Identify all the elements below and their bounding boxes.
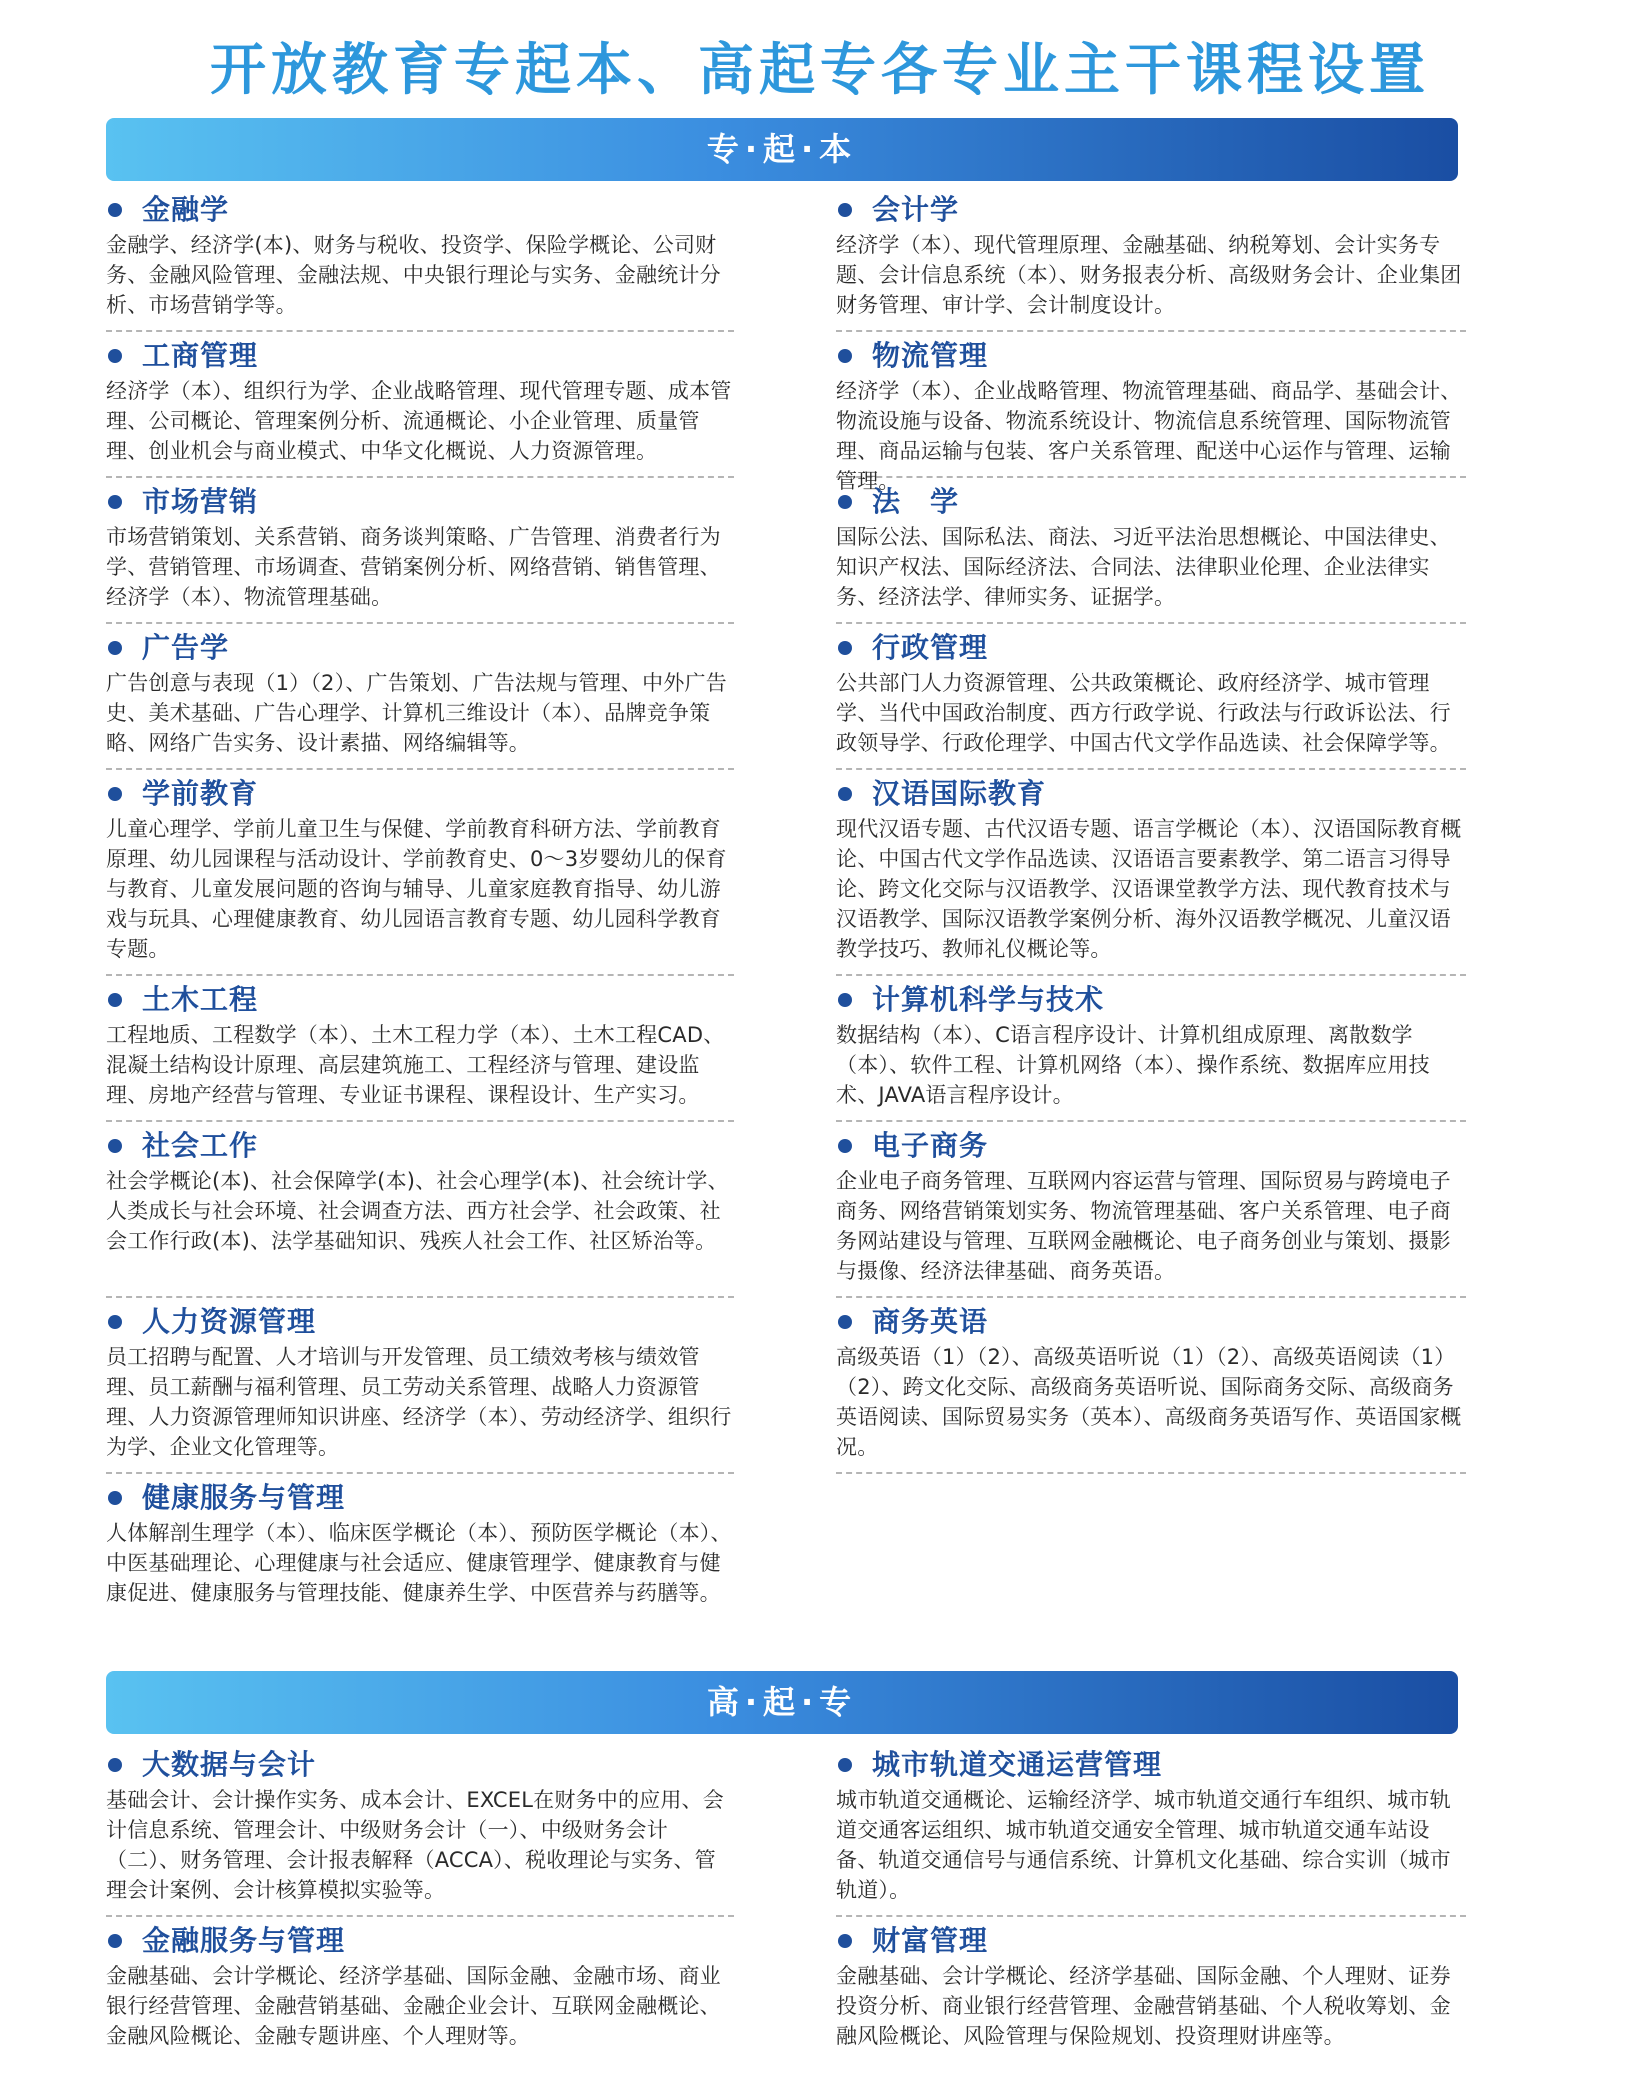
major-item: [836, 980, 1466, 1122]
major-courses: 国际公法、国际私法、商法、习近平法治思想概论、中国法律史、知识产权法、国际经济法、合同法、法律职业伦理、企业法律实务、经济法学、律师实务、证据学。: [836, 525, 1451, 609]
major-title: 土木工程: [142, 983, 259, 1016]
bullet-icon: [108, 993, 122, 1007]
major-item: [106, 628, 734, 770]
major-title: 商务英语: [872, 1305, 989, 1338]
major-courses: 社会学概论(本)、社会保障学(本)、社会心理学(本)、社会统计学、人类成长与社会环境、社会调查方法、西方社会学、社会政策、社会工作行政(本)、法学基础知识、残疾人社会工作、社区矫治等。: [106, 1169, 729, 1253]
major-item: [106, 1126, 734, 1298]
major-courses: 企业电子商务管理、互联网内容运营与管理、国际贸易与跨境电子商务、网络营销策划实务、物流管理基础、客户关系管理、电子商务网站建设与管理、互联网金融概论、电子商务创业与策划、摄影与摄像、经济法律基础、商务英语。: [836, 1169, 1451, 1283]
major-item: [106, 482, 734, 624]
section-zhuanqiben-right-column: [836, 186, 1466, 1474]
major-courses: 人体解剖生理学（本）、临床医学概论（本）、预防医学概论（本）、中医基础理论、心理健康与社会适应、健康管理学、健康教育与健康促进、健康服务与管理技能、健康养生学、中医营养与药膳等。: [106, 1521, 732, 1605]
major-title: 金融服务与管理: [142, 1924, 346, 1957]
bullet-icon: [108, 1934, 122, 1948]
bullet-icon: [108, 641, 122, 655]
bullet-icon: [838, 349, 852, 363]
major-title: 人力资源管理: [142, 1305, 317, 1338]
bullet-icon: [838, 1315, 852, 1329]
major-item: [836, 1126, 1466, 1298]
major-courses: 金融基础、会计学概论、经济学基础、国际金融、个人理财、证券投资分析、商业银行经营管理、金融营销基础、个人税收筹划、金融风险概论、风险管理与保险规划、投资理财讲座等。: [836, 1964, 1451, 2048]
page-title: 开放教育专起本、高起专各专业主干课程设置: [210, 38, 1430, 103]
major-item: [106, 774, 734, 976]
major-courses: 经济学（本）、企业战略管理、物流管理基础、商品学、基础会计、物流设施与设备、物流系统设计、物流信息系统管理、国际物流管理、商品运输与包装、客户关系管理、配送中心运作与管理、运输管理。: [836, 379, 1462, 493]
major-title: 学前教育: [142, 777, 259, 810]
bullet-icon: [838, 1758, 852, 1772]
major-courses: 金融学、经济学(本)、财务与税收、投资学、保险学概论、公司财务、金融风险管理、金融法规、中央银行理论与实务、金融统计分析、市场营销学等。: [106, 233, 721, 317]
bullet-icon: [838, 495, 852, 509]
bullet-icon: [108, 1491, 122, 1505]
major-title: 法 学: [872, 485, 960, 518]
major-item: [836, 1302, 1466, 1474]
major-courses: 工程地质、工程数学（本）、土木工程力学（本）、土木工程CAD、混凝土结构设计原理、高层建筑施工、工程经济与管理、建设监理、房地产经营与管理、专业证书课程、课程设计、生产实习。: [106, 1023, 725, 1107]
major-item: [836, 482, 1466, 624]
major-courses: 市场营销策划、关系营销、商务谈判策略、广告管理、消费者行为学、营销管理、市场调查、营销案例分析、网络营销、销售管理、经济学（本）、物流管理基础。: [106, 525, 721, 609]
major-item: [106, 336, 734, 478]
major-title: 电子商务: [872, 1129, 989, 1162]
major-title: 广告学: [142, 631, 230, 664]
major-courses: 经济学（本）、现代管理原理、金融基础、纳税筹划、会计实务专题、会计信息系统（本）、财务报表分析、高级财务会计、企业集团财务管理、审计学、会计制度设计。: [836, 233, 1462, 317]
major-courses: 数据结构（本）、C语言程序设计、计算机组成原理、离散数学（本）、软件工程、计算机网络（本）、操作系统、数据库应用技术、JAVA语言程序设计。: [836, 1023, 1430, 1107]
section-banner-zhuanqiben: 专·起·本: [106, 118, 1458, 181]
bullet-icon: [108, 1758, 122, 1772]
major-item: [836, 1921, 1466, 2063]
bullet-icon: [838, 203, 852, 217]
major-item: [106, 1302, 734, 1474]
major-courses: 经济学（本）、组织行为学、企业战略管理、现代管理专题、成本管理、公司概论、管理案例分析、流通概论、小企业管理、质量管理、创业机会与商业模式、中华文化概说、人力资源管理。: [106, 379, 732, 463]
major-courses: 员工招聘与配置、人才培训与开发管理、员工绩效考核与绩效管理、员工薪酬与福利管理、员工劳动关系管理、战略人力资源管理、人力资源管理师知识讲座、经济学（本）、劳动经济学、组织行为学、企业文化管理等。: [106, 1345, 732, 1459]
major-title: 市场营销: [142, 485, 259, 518]
major-courses: 现代汉语专题、古代汉语专题、语言学概论（本）、汉语国际教育概论、中国古代文学作品选读、汉语语言要素教学、第二语言习得导论、跨文化交际与汉语教学、汉语课堂教学方法、现代教育技术与汉语教学、国际汉语教学案例分析、海外汉语教学概况、儿童汉语教学技巧、教师礼仪概论等。: [836, 817, 1462, 961]
major-courses: 广告创意与表现（1）（2）、广告策划、广告法规与管理、中外广告史、美术基础、广告心理学、计算机三维设计（本）、品牌竞争策略、网络广告实务、设计素描、网络编辑等。: [106, 671, 727, 755]
major-item: [836, 774, 1466, 976]
major-title: 财富管理: [872, 1924, 989, 1957]
major-courses: 金融基础、会计学概论、经济学基础、国际金融、金融市场、商业银行经营管理、金融营销基础、金融企业会计、互联网金融概论、金融风险概论、金融专题讲座、个人理财等。: [106, 1964, 721, 2048]
major-title: 城市轨道交通运营管理: [872, 1748, 1163, 1781]
major-item: [106, 190, 734, 332]
bullet-icon: [108, 1139, 122, 1153]
bullet-icon: [108, 1315, 122, 1329]
bullet-icon: [108, 349, 122, 363]
major-item: [106, 1745, 734, 1917]
bullet-icon: [838, 1934, 852, 1948]
major-title: 大数据与会计: [142, 1748, 317, 1781]
major-item: [106, 1478, 734, 1650]
major-title: 汉语国际教育: [872, 777, 1047, 810]
major-item: [106, 1921, 734, 2063]
bullet-icon: [838, 993, 852, 1007]
major-item: [836, 336, 1466, 493]
bullet-icon: [108, 495, 122, 509]
bullet-icon: [838, 1139, 852, 1153]
major-item: [836, 628, 1466, 770]
bullet-icon: [108, 203, 122, 217]
section-gaoqizhuan-right-column: [836, 1741, 1466, 2063]
major-title: 工商管理: [142, 339, 259, 372]
major-title: 会计学: [872, 193, 960, 226]
major-title: 物流管理: [872, 339, 989, 372]
major-title: 社会工作: [142, 1129, 259, 1162]
section-banner-gaoqizhuan: 高·起·专: [106, 1671, 1458, 1734]
major-title: 计算机科学与技术: [872, 983, 1105, 1016]
major-title: 行政管理: [872, 631, 989, 664]
section-zhuanqiben-left-column: [106, 186, 734, 1650]
major-courses: 儿童心理学、学前儿童卫生与保健、学前教育科研方法、学前教育原理、幼儿园课程与活动设计、学前教育史、0～3岁婴幼儿的保育与教育、儿童发展问题的咨询与辅导、儿童家庭教育指导、幼儿游戏与玩具、心理健康教育、幼儿园语言教育专题、幼儿园科学教育专题。: [106, 817, 727, 961]
major-courses: 高级英语（1）（2）、高级英语听说（1）（2）、高级英语阅读（1）（2）、跨文化交际、高级商务英语听说、国际商务交际、高级商务英语阅读、国际贸易实务（英本）、高级商务英语写作、英语国家概况。: [836, 1345, 1462, 1459]
major-title: 金融学: [142, 193, 230, 226]
bullet-icon: [108, 787, 122, 801]
major-title: 健康服务与管理: [142, 1481, 346, 1514]
major-courses: 城市轨道交通概论、运输经济学、城市轨道交通行车组织、城市轨道交通客运组织、城市轨道交通安全管理、城市轨道交通车站设备、轨道交通信号与通信系统、计算机文化基础、综合实训（城市轨道）。: [836, 1788, 1451, 1902]
major-item: [836, 190, 1466, 332]
major-item: [106, 980, 734, 1122]
major-courses: 基础会计、会计操作实务、成本会计、EXCEL在财务中的应用、会计信息系统、管理会计、中级财务会计（一）、中级财务会计（二）、财务管理、会计报表解释（ACCA）、税收理论与实务、管理会计案例、会计核算模拟实验等。: [106, 1788, 724, 1902]
bullet-icon: [838, 787, 852, 801]
bullet-icon: [838, 641, 852, 655]
major-item: [836, 1745, 1466, 1917]
major-courses: 公共部门人力资源管理、公共政策概论、政府经济学、城市管理学、当代中国政治制度、西方行政学说、行政法与行政诉讼法、行政领导学、行政伦理学、中国古代文学作品选读、社会保障学等。: [836, 671, 1451, 755]
section-gaoqizhuan-left-column: [106, 1741, 734, 2063]
